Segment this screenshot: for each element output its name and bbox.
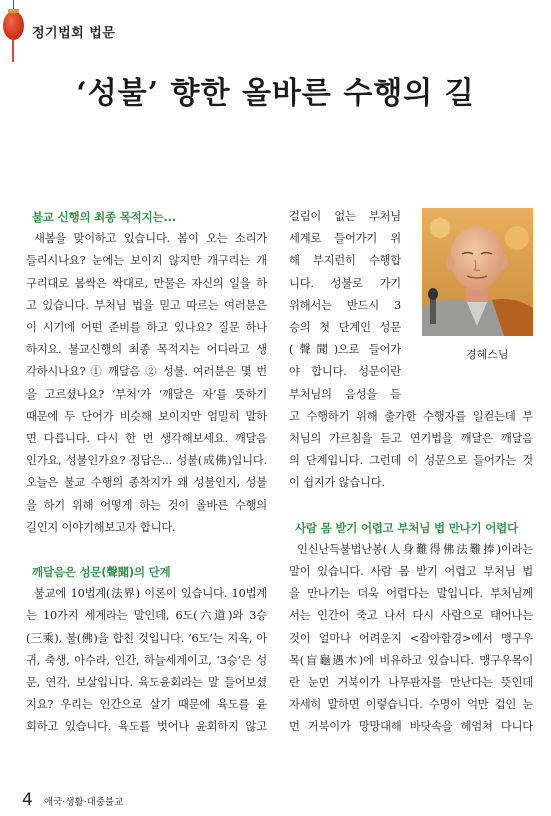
article-title: ‘성불’ 향한 올바른 수행의 길 — [76, 76, 475, 111]
text-line: 서는 인간이 죽고 나서 다시 사람으로 태어나는 — [289, 609, 533, 623]
text-line: 귀, 축생, 아수라, 인간, 하늘세계이고, ‘3승’은 성 — [26, 653, 267, 667]
text-line: 이 쉽지가 않습니다. — [289, 476, 385, 490]
text-line: 면 다릅니다. 다시 한 번 생각해보세요. 깨달음 — [26, 432, 267, 446]
text-line: 위해서는 반드시 3 — [289, 298, 401, 312]
text-line: 불교에 10법계(法界) 이론이 있습니다. 10법계 — [34, 587, 267, 601]
text-line: (聲聞)으로 들어가 — [289, 343, 401, 357]
lantern-tassel — [12, 40, 14, 62]
text-line: 의 단계입니다. 그런데 이 성문으로 들어가는 것 — [289, 454, 533, 468]
text-line: 처님의 가르침을 듣고 연기법을 깨달은 깨달음 — [289, 432, 533, 446]
text-line: 인신난득불법난봉(人身難得佛法難捧)이라는 — [297, 542, 533, 556]
text-line: 것이 얼마나 어려운지 <잡아함경>에서 맹구우 — [289, 631, 533, 645]
text-line: 말이 있습니다. 사람 몸 받기 어렵고 부처님 법 — [289, 565, 533, 579]
text-line: 각하시나요? ① 깨달음 ② 성불. 여러분은 몇 번 — [26, 365, 267, 379]
text-line: 인가요, 성불인가요? 정답은... 성불(成佛)입니다. — [26, 454, 267, 468]
paragraph-space — [26, 539, 267, 561]
text-line: 걸림이 없는 부처님 — [289, 210, 401, 223]
text-line: 목(盲龜遇木)에 비유하고 있습니다. 맹구우목이 — [289, 653, 533, 667]
publication-name: 애국·생활·대중불교 — [43, 797, 124, 808]
section-heading: 깨달음은 성문(聲聞)의 단계 — [32, 565, 171, 580]
text-line: 니다. 성불로 가기 — [289, 276, 401, 290]
lantern-cap — [8, 9, 19, 13]
text-line: 회하고 있습니다. 육도를 벗어나 윤회하지 않고 — [26, 720, 267, 734]
section-heading: 불교 신행의 최종 목적지는... — [32, 210, 176, 224]
section-heading: 사람 몸 받기 어렵고 부처님 법 만나기 어렵다 — [295, 520, 518, 535]
text-line: 고 있습니다. 부처님 법을 믿고 따르는 여러분은 — [26, 298, 267, 312]
text-line: 길인지 이야기해보고자 합니다. — [26, 520, 176, 534]
monk-portrait-icon — [422, 208, 533, 336]
text-line: 구리대로 봄싹은 싹대로, 만물은 자신의 일을 하 — [26, 276, 267, 290]
text-line: 해 부지런히 수행합 — [289, 254, 401, 268]
text-line: (三乘), 불(佛)을 합친 것입니다. ‘6도’는 지옥, 아 — [26, 631, 267, 645]
text-line: 들리시나요? 눈에는 보이지 않지만 개구리는 개 — [26, 254, 267, 268]
text-line: 먼 거북이가 망망대해 바닷속을 헤엄쳐 다니다 — [289, 720, 533, 734]
text-line: 란 눈먼 거북이가 나무판자를 만난다는 뜻인데 — [289, 676, 533, 690]
text-line: 하지요. 불교신행의 최종 목적지는 어디라고 생 — [26, 343, 267, 357]
lantern-icon — [3, 11, 24, 40]
text-line: 을 하기 위해 어떻게 하는 것이 올바른 수행의 — [26, 498, 267, 512]
text-line: 오늘은 불교 수행의 종착지가 왜 성불인지, 성불 — [26, 476, 267, 490]
text-line: 때문에 두 단어가 비슷해 보이지만 엄밀히 말하 — [26, 409, 267, 423]
text-line: 을 고르셨나요? ‘부처’가 ‘깨달은 자’를 뜻하기 — [26, 387, 267, 401]
page-number: 4 — [22, 790, 33, 810]
left-column — [26, 206, 267, 739]
text-line: 문, 연각, 보살입니다. 육도윤회라는 말 들어보셨 — [26, 676, 267, 690]
text-line: 새봄을 맞이하고 있습니다. 봄이 오는 소리가 — [34, 232, 267, 246]
text-line: 자세히 말하면 이렇습니다. 수명이 억만 겁인 눈 — [289, 698, 533, 712]
monk-photo — [422, 208, 533, 336]
text-line: 야 합니다. 성문이란 — [289, 365, 401, 379]
text-line: 세계로 들어가기 위 — [289, 232, 401, 246]
text-line: 는 10가지 세계라는 말인데, 6도(六道)와 3승 — [26, 609, 267, 623]
page-footer — [22, 790, 123, 810]
text-line: 을 만나기는 더욱 어렵다는 말입니다. 부처님께 — [289, 587, 533, 601]
section-label: 정기법회 법문 — [32, 26, 116, 41]
text-line: 고 수행하기 위해 출가한 수행자를 일컫는데 부 — [289, 409, 533, 423]
text-line: 지요? 우리는 인간으로 살기 때문에 육도를 윤 — [26, 698, 267, 712]
photo-caption: 경혜스님 — [466, 348, 509, 361]
text-line: 부처님의 음성을 듣 — [289, 387, 401, 401]
paragraph-space — [289, 495, 533, 517]
text-line: 이 시기에 어떤 준비를 하고 있나요? 질문 하나 — [26, 321, 267, 335]
text-line: 승의 첫 단계인 성문 — [289, 321, 401, 335]
